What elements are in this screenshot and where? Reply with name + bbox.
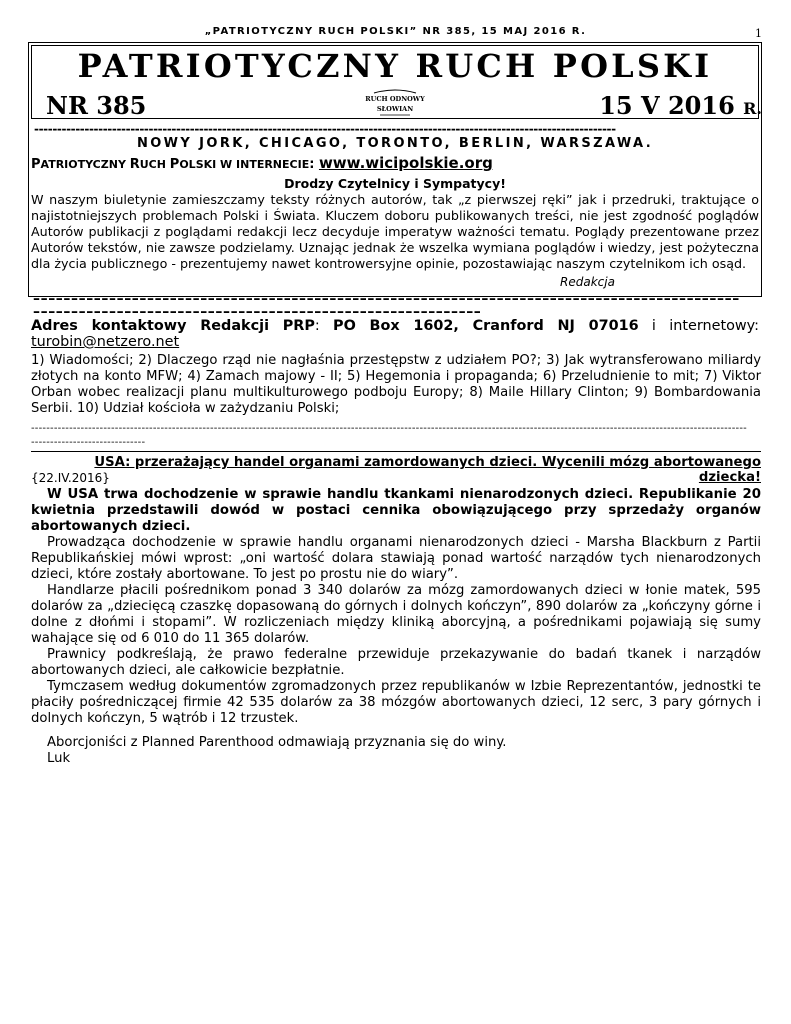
web-line — [31, 154, 493, 172]
separator-thin-1: -------------------------------------------------------------------------------------------------------------------------------------------------------------------------------------------- — [31, 423, 747, 434]
separator-long-1: ––––––––––––––––––––––––––––––––––––––––––––––––––––––––––––––––––––––––––––––––––––––––––––– — [33, 291, 740, 307]
article-date: {22.IV.2016} — [31, 471, 110, 485]
logo-line-2: SŁOWIAN — [376, 105, 414, 113]
issue-number: NR 385 — [46, 91, 147, 120]
logo-emblem-icon — [365, 89, 425, 119]
article-paragraph: Handlarze płacili pośrednikom ponad 3 340 dolarów za mózg zamordowanych dzieci w łonie matek, 595 dolarów za „dziecięcą czaszkę dopasowaną do górnych i dolnych kończyn”, 890 dolarów za „kończyny górne i dolne z dłońmi i stopami”. W rozliczeniach między kliniką aborcyjną, a pośrednikami pojawiają się sumy wahające się od 6 010 do 11 365 dolarów. — [31, 583, 761, 646]
web-cap-r: R — [129, 157, 140, 172]
contact-colon: : — [314, 318, 334, 334]
article-paragraph: Prawnicy podkreślają, że prawo federalne przewiduje przekazywanie do badań tkanek i narządów abortowanych dzieci, ale całkowicie bezpłatnie. — [31, 647, 761, 678]
notice-signature: Redakcja — [560, 275, 615, 289]
page-number: 1 — [755, 27, 762, 40]
newspaper-title: PATRIOTYCZNY RUCH POLSKI — [77, 47, 713, 85]
separator-thin-2: ------------------------------ — [31, 437, 146, 448]
article-author: Luk — [47, 751, 71, 766]
running-header: „PATRIOTYCZNY RUCH POLSKI” NR 385, 15 MAJ 2016 R. — [204, 26, 587, 37]
header-separator: ------------------------------------------------------------------------------------------------------------------------------- — [34, 122, 616, 136]
table-of-contents: 1) Wiadomości; 2) Dlaczego rząd nie nagłaśnia przestępstw z udziałem PO?; 3) Jak wytransferowano miliardy złotych na konto MFW; 4) Zamach majowy - II; 5) Hegemonia i propaganda; 6) Przeludnienie to mit; 7) Viktor Orban wobec realizacji planu multikulturowego podboju Europy; 8) Maile Hillary Clinton; 9) Bombardowania Serbii. 10) Udział kościoła w zażydzaniu Polski; — [31, 353, 761, 416]
website-link[interactable]: www.wicipolskie.org — [318, 154, 493, 172]
article-title: USA: przerażający handel organami zamordowanych dzieci. Wycenili mózg abortowanego dziecka! — [94, 455, 761, 485]
web-label-3: OLSKI W INTERNECIE — [179, 158, 310, 171]
article-top-rule — [31, 451, 761, 452]
notice-title: Drodzy Czytelnicy i Sympatycy! — [284, 176, 506, 191]
cities-line: NOWY JORK, CHICAGO, TORONTO, BERLIN, WARSZAWA. — [136, 136, 654, 151]
logo — [365, 89, 425, 119]
web-label-2: UCH — [139, 158, 170, 171]
contact-email-link[interactable]: turobin@netzero.net — [31, 334, 180, 350]
issue-date — [599, 91, 762, 120]
web-cap-p2: P — [169, 157, 180, 172]
article-paragraph: Prowadząca dochodzenie w sprawie handlu organami nienarodzonych dzieci - Marsha Blackburn z Partii Republikańskiej mówi wprost: „oni wartość dolara stawiają ponad wartość narządów tych nienarodzonych dzieci, które zostały abortowane. To jest po prostu nie do wiary”. — [31, 535, 761, 582]
contact-block — [31, 318, 759, 350]
logo-line-1: RUCH ODNOWY — [365, 95, 425, 103]
web-label-1: ATRIOTYCZNY — [40, 158, 130, 171]
issue-date-suffix: R. — [743, 99, 762, 118]
contact-connector: i internetowy: — [638, 318, 759, 334]
web-colon: : — [309, 157, 319, 172]
contact-address: PO Box 1602, Cranford NJ 07016 — [333, 318, 639, 334]
contact-label: Adres kontaktowy Redakcji PRP — [31, 318, 315, 334]
notice-body: W naszym biuletynie zamieszczamy teksty różnych autorów, tak „z pierwszej ręki” jak i przedruki, traktujące o najistotniejszych problemach Polski i Świata. Kluczem doboru publikowanych treści, nie jest zgodność poglądów Autorów publikacji z poglądami redakcji lecz decyduje imperatyw ważności tematu. Poglądy prezentowane przez Autorów tekstów, nie zawsze podzielamy. Uznając jednak że wszelka wymiana poglądów i wiedzy, jest pożyteczna dla życia publicznego - prezentujemy nawet kontrowersyjne opinie, pozostawiając naszym czytelnikom ich osąd. — [31, 192, 759, 271]
article-paragraph: Aborcjoniści z Planned Parenthood odmawiają przyznania się do winy. — [47, 735, 507, 750]
issue-date-main: 15 V 2016 — [599, 91, 735, 120]
separator-long-2: ––––––––––––––––––––––––––––––––––––––––––––––––––––––––––– — [33, 304, 482, 320]
web-cap-p: P — [31, 157, 41, 172]
article-lead: W USA trwa dochodzenie w sprawie handlu tkankami nienarodzonych dzieci. Republikanie 20 kwietnia przedstawili dowód w postaci cennika obowiązującego przy sprzedaży organów abortowanych dzieci. — [31, 487, 761, 534]
article-paragraph: Tymczasem według dokumentów zgromadzonych przez republikanów w Izbie Reprezentantów, jednostki te płaciły pośredniczącej firmie 42 535 dolarów za 38 mózgów abortowanych dzieci, 12 serc, 3 pary górnych i dolnych kończyn, 5 wątrób i 12 trzustek. — [31, 679, 761, 726]
